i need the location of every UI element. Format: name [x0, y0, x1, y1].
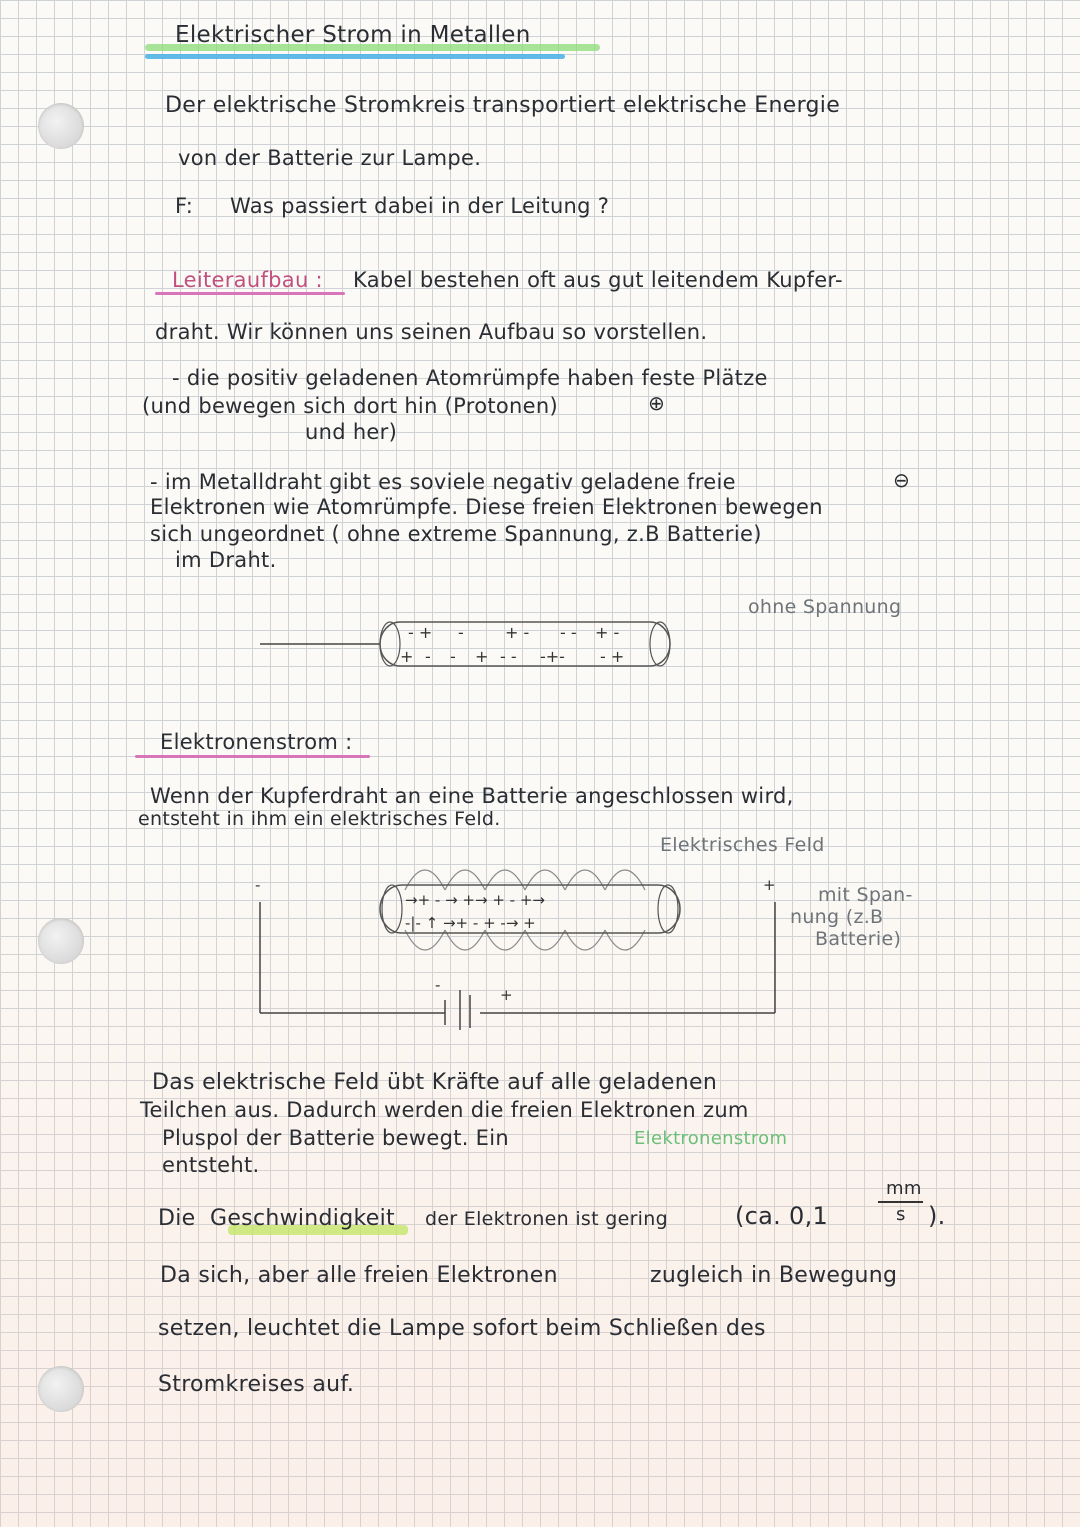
speed-fraction-bar [878, 1201, 923, 1203]
bullet-2b: Elektronen wie Atomrümpfe. Diese freien Elektronen bewegen [150, 495, 823, 519]
speed-unit-num: mm [886, 1178, 922, 1199]
side-label-3: Batterie) [815, 928, 902, 950]
elektronenstrom-line-1: Wenn der Kupferdraht an eine Batterie angeschlossen wird, [150, 784, 794, 808]
svg-text:-: - [450, 647, 456, 666]
speed-close: ). [928, 1202, 946, 1230]
plus-circle-icon: ⊕ [648, 391, 666, 415]
bullet-2c: sich ungeordnet ( ohne extreme Spannung, z.B Batterie) [150, 522, 762, 546]
speed-value: (ca. 0,1 [735, 1202, 829, 1230]
conclusion-line-3: Stromkreises auf. [158, 1372, 355, 1397]
intro-line-1: Der elektrische Stromkreis transportiert elektrische Energie [165, 93, 841, 118]
circuit-diagram-with-voltage [255, 850, 795, 1030]
svg-text:→+ - → +→ + - +→: →+ - → +→ + - +→ [405, 891, 545, 909]
svg-text:-+-: -+- [540, 647, 565, 666]
svg-text:- -: - - [560, 623, 577, 642]
paragraph-line-2: Teilchen aus. Dadurch werden die freien Elektronen zum [140, 1098, 749, 1122]
field-label: Elektrisches Feld [660, 834, 825, 856]
title-underline [145, 54, 565, 59]
svg-text:- +: - + [600, 647, 625, 666]
svg-text:-|- ↑ →+ - + -→ +: -|- ↑ →+ - + -→ + [405, 914, 536, 932]
speed-text-b: der Elektronen ist gering [425, 1208, 668, 1230]
bullet-1a: - die positiv geladenen Atomrümpfe haben feste Plätze [172, 366, 768, 390]
conclusion-line-1-tail: zugleich in Bewegung [650, 1263, 898, 1288]
elektronenstrom-line-2: entsteht in ihm ein elektrisches Feld. [138, 808, 501, 830]
paragraph-line-1: Das elektrische Feld übt Kräfte auf alle geladenen [152, 1070, 718, 1095]
speed-word: Geschwindigkeit [210, 1206, 395, 1231]
leiteraufbau-line-2: draht. Wir können uns seinen Aufbau so vorstellen. [155, 320, 708, 344]
leiteraufbau-underline [155, 292, 345, 295]
svg-text:+: + [500, 986, 513, 1004]
wire-diagram-no-voltage [260, 612, 700, 672]
svg-text:-: - [255, 876, 261, 894]
bullet-1c: und her) [305, 420, 398, 444]
svg-text:+ -: + - [505, 623, 530, 642]
punch-hole [38, 103, 84, 149]
page-title: Elektrischer Strom in Metallen [175, 22, 531, 48]
svg-text:-: - [425, 647, 431, 666]
conclusion-line-1: Da sich, aber alle freien Elektronen [160, 1263, 558, 1288]
paragraph-line-3: Pluspol der Batterie bewegt. Ein [162, 1126, 509, 1150]
intro-line-2: von der Batterie zur Lampe. [178, 146, 482, 170]
speed-text-a: Die [158, 1206, 196, 1231]
elektronenstrom-heading: Elektronenstrom : [160, 730, 353, 754]
ohne-spannung-label: ohne Spannung [748, 596, 902, 618]
svg-text:-: - [435, 976, 441, 994]
bullet-2a: - im Metalldraht gibt es soviele negativ geladene freie [150, 470, 736, 494]
punch-hole [38, 918, 84, 964]
svg-text:+: + [763, 876, 776, 894]
bullet-2d: im Draht. [175, 548, 277, 572]
leiteraufbau-heading: Leiteraufbau : [172, 268, 323, 292]
svg-text:-: - [458, 623, 464, 642]
speed-unit-den: s [896, 1204, 906, 1225]
svg-text:+: + [475, 647, 489, 666]
svg-text:+: + [400, 647, 414, 666]
elektronenstrom-underline [135, 755, 370, 758]
question-text: Was passiert dabei in der Leitung ? [230, 194, 610, 218]
conclusion-line-2: setzen, leuchtet die Lampe sofort beim Schließen des [158, 1316, 766, 1341]
side-label-1: mit Span- [818, 884, 913, 906]
svg-text:- +: - + [408, 623, 433, 642]
minus-circle-icon: ⊖ [893, 468, 911, 492]
bullet-1b: (und bewegen sich dort hin (Protonen) [142, 394, 558, 418]
svg-text:+ -: + - [595, 623, 620, 642]
svg-text:- -: - - [500, 647, 517, 666]
question-label: F: [175, 194, 194, 218]
leiteraufbau-line-1: Kabel bestehen oft aus gut leitendem Kupfer- [353, 268, 843, 292]
paragraph-line-4: entsteht. [162, 1153, 260, 1177]
paragraph-line-3-tail: Elektronenstrom [634, 1128, 788, 1149]
punch-hole [38, 1366, 84, 1412]
side-label-2: nung (z.B [790, 906, 884, 928]
